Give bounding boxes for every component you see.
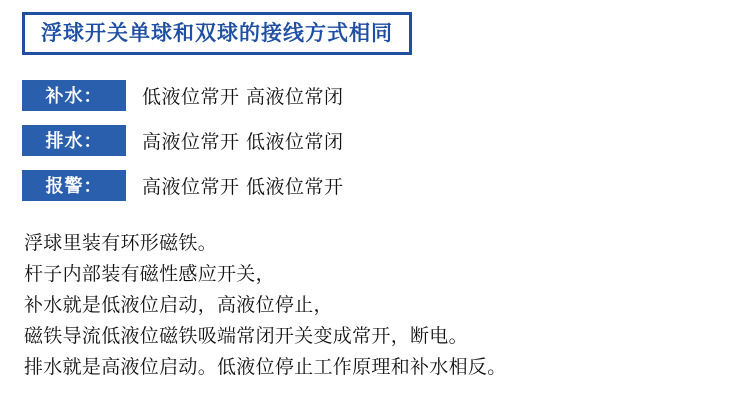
mode-row-drainage bbox=[22, 123, 722, 157]
mode-tag-drainage: 排水： bbox=[22, 125, 126, 156]
title-block bbox=[22, 12, 412, 55]
note-line-5: 排水就是高液位启动。低液位停止工作原理和补水相反。 bbox=[24, 356, 507, 378]
mode-row-water-supply bbox=[22, 78, 722, 112]
note-line-4: 磁铁导流低液位磁铁吸端常闭开关变成常开，断电。 bbox=[24, 325, 468, 347]
mode-tag-water-supply: 补水： bbox=[22, 80, 126, 111]
mode-desc-drainage: 高液位常开 低液位常闭 bbox=[142, 130, 344, 153]
mode-row-alarm bbox=[22, 168, 722, 202]
page-title: 浮球开关单球和双球的接线方式相同 bbox=[41, 21, 393, 45]
mode-desc-water-supply: 低液位常开 高液位常闭 bbox=[142, 85, 344, 108]
note-line-2: 杆子内部装有磁性感应开关， bbox=[24, 263, 275, 285]
title-border-box bbox=[22, 12, 412, 55]
note-line-1: 浮球里装有环形磁铁。 bbox=[24, 232, 218, 254]
mode-list bbox=[22, 78, 722, 213]
mode-tag-alarm: 报警： bbox=[22, 170, 126, 201]
note-line-3: 补水就是低液位启动，高液位停止， bbox=[24, 294, 333, 316]
notes-block bbox=[24, 228, 734, 383]
mode-desc-alarm: 高液位常开 低液位常开 bbox=[142, 175, 344, 198]
